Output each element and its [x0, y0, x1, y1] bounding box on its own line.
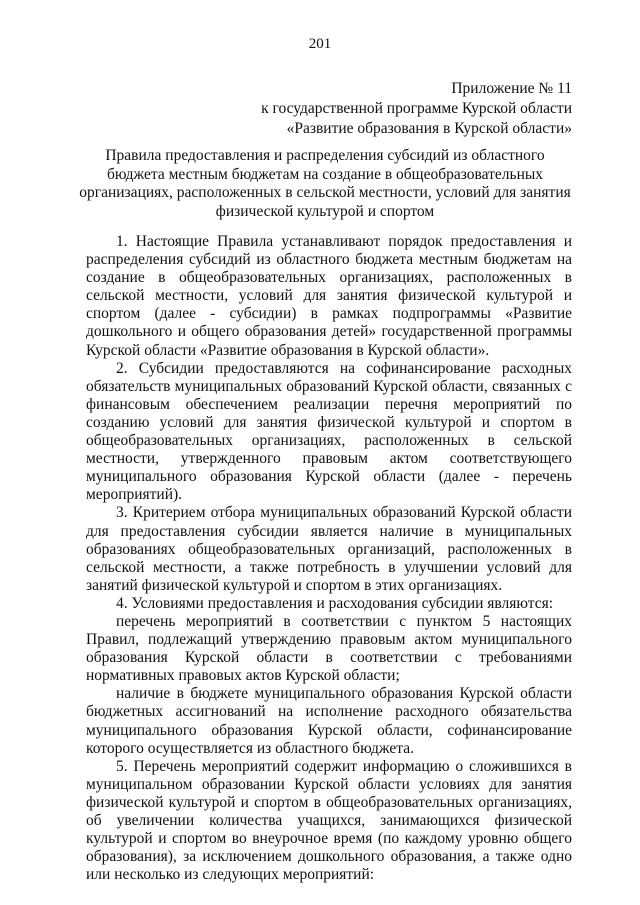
- document-title: Правила предоставления и распределения субсидий из областного бюджета местным бюджетам на создание в общеобразовательных организациях, расположенных в сельской местности, условий для занятия физической культурой и спортом: [79, 147, 571, 220]
- appendix-block: [261, 79, 572, 139]
- document-body: [86, 233, 572, 884]
- paragraph-1: 1. Настоящие Правила устанавливают порядок предоставления и распределения субсидий из областного бюджета местным бюджетам на создание в общеобразовательных организациях, расположенных в сельской местности, условий для занятия физической культурой и спортом (далее - субсидии) в рамках подпрограммы «Развитие дошкольного и общего образования детей» государственной программы Курской области «Развитие образования в Курской области».: [86, 233, 572, 359]
- appendix-number: Приложение № 11: [451, 80, 572, 97]
- paragraph-4-condition-2: наличие в бюджете муниципального образования Курской области бюджетных ассигнований на исполнение расходного обязательства муниципального образования Курской области, софинансирование которого осуществляется из областного бюджета.: [86, 685, 572, 757]
- paragraph-5: 5. Перечень мероприятий содержит информацию о сложившихся в муниципальном образовании Курской области условиях для занятия физической культурой и спортом в общеобразовательных организациях, об увеличении количества учащихся, занимающихся физической культурой и спортом во внеурочное время (по каждому уровню общего образования), за исключением дошкольного образования, а также одно или несколько из следующих мероприятий:: [86, 757, 572, 884]
- paragraph-3: 3. Критерием отбора муниципальных образований Курской области для предоставления субсидии является наличие в муниципальных образованиях общеобразовательных организаций, расположенных в сельской местности, а также потребность в улучшении условий для занятий физической культурой и спортом в этих организациях.: [86, 504, 572, 594]
- page-number: 201: [308, 36, 332, 52]
- appendix-program: к государственной программе Курской области: [261, 100, 572, 117]
- paragraph-4-condition-1: перечень мероприятий в соответствии с пунктом 5 настоящих Правил, подлежащий утверждению правовым актом муниципального образования Курской области в соответствии с требованиями нормативных правовых актов Курской области;: [86, 612, 572, 685]
- paragraph-4: 4. Условиями предоставления и расходования субсидии являются:: [116, 594, 554, 612]
- paragraph-2: 2. Субсидии предоставляются на софинансирование расходных обязательств муниципальных образований Курской области, связанных с финансовым обеспечением реализации перечня мероприятий по созданию условий для занятия физической культурой и спортом в общеобразовательных организациях, расположенных в сельской местности, утвержденного правовым актом соответствующего муниципального образования Курской области (далее - перечень мероприятий).: [86, 359, 572, 504]
- appendix-program-name: «Развитие образования в Курской области»: [286, 120, 572, 137]
